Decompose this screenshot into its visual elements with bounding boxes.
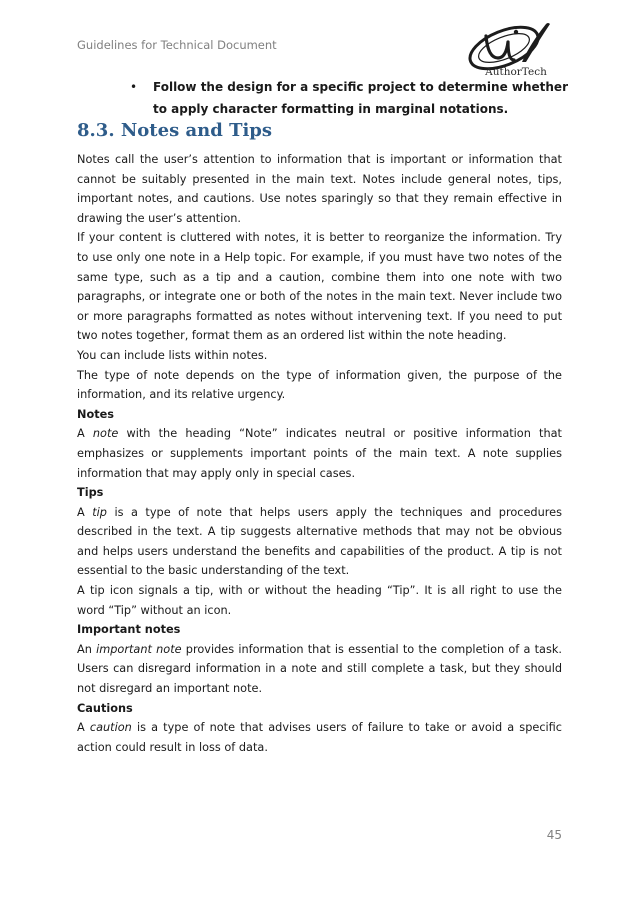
cautions-term: caution xyxy=(89,721,132,735)
notes-post: with the heading “Note” indicates neutral or positive information that emphasizes or supplements important points of the main text. A note supplies information that may apply only in special cases. xyxy=(77,427,562,480)
important-post: provides information that is essential to the completion of a task. Users can disregard information in a note and still complete a task, but they should not disregard an important note. xyxy=(77,642,562,696)
logo-u-mark xyxy=(486,36,514,60)
logo-dot xyxy=(514,30,518,34)
bullet-text: Follow the design for a specific project to determine whether to apply character formatting in marginal notations. xyxy=(153,80,568,116)
main-content xyxy=(77,150,562,757)
bullet-list xyxy=(130,76,570,120)
tips-term: tip xyxy=(92,505,107,519)
logo-caption: AuthorTech xyxy=(485,66,547,78)
tips-heading: Tips xyxy=(77,486,104,500)
important-notes-paragraph xyxy=(77,640,562,699)
logo-swirl-inner xyxy=(475,28,533,69)
tips-post: is a type of note that helps users apply the techniques and procedures described in the text. A tip suggests alternative methods that may not be obvious and helps users understand the benefits and capabilities of the product. A tip is not essential to the basic understanding of the text. xyxy=(77,505,562,578)
page-number: 45 xyxy=(546,828,562,842)
tips-extra-paragraph: A tip icon signals a tip, with or without the heading “Tip”. It is all right to use the word “Tip” without an icon. xyxy=(77,584,562,617)
cautions-heading: Cautions xyxy=(77,701,133,715)
tips-pre: A xyxy=(77,505,93,519)
important-notes-heading: Important notes xyxy=(77,623,181,637)
bullet-item xyxy=(130,76,570,120)
intro-paragraph-1: Notes call the user’s attention to information that is important or information that cannot be suitably presented in the main text. Notes include general notes, tips, important notes, and cautions. Use notes sparingly so that they remain effective in drawing the user’s attention. xyxy=(77,153,562,225)
cautions-post: is a type of note that advises users of failure to take or avoid a specific action could result in loss of data. xyxy=(77,721,562,754)
notes-term: note xyxy=(92,427,119,441)
notes-pre: A xyxy=(77,427,93,441)
notes-paragraph xyxy=(77,424,562,483)
bullet-symbol: • xyxy=(130,80,138,94)
intro-paragraph-2: If your content is cluttered with notes, it is better to reorganize the information. Try to use only one note in a Help topic. For example, if you must have two notes of the same type, such as a tip and a caution, combine them into one note with two paragraphs, or integrate one or both of the notes in the main text. Never include two or more paragraphs formatted as notes without intervening text. If you need to put two notes together, format them as an ordered list within the note heading. xyxy=(77,231,562,343)
important-term: important note xyxy=(96,642,182,656)
cautions-paragraph xyxy=(77,718,562,757)
intro-paragraph-4: The type of note depends on the type of information given, the purpose of the information, and its relative urgency. xyxy=(77,368,562,402)
running-header: Guidelines for Technical Document xyxy=(77,38,277,52)
notes-heading: Notes xyxy=(77,407,115,421)
intro-paragraph-3: You can include lists within notes. xyxy=(77,348,268,362)
cautions-pre: A xyxy=(77,721,90,735)
important-pre: An xyxy=(77,642,97,656)
tips-paragraph xyxy=(77,503,562,581)
section-heading: 8.3. Notes and Tips xyxy=(77,120,273,141)
